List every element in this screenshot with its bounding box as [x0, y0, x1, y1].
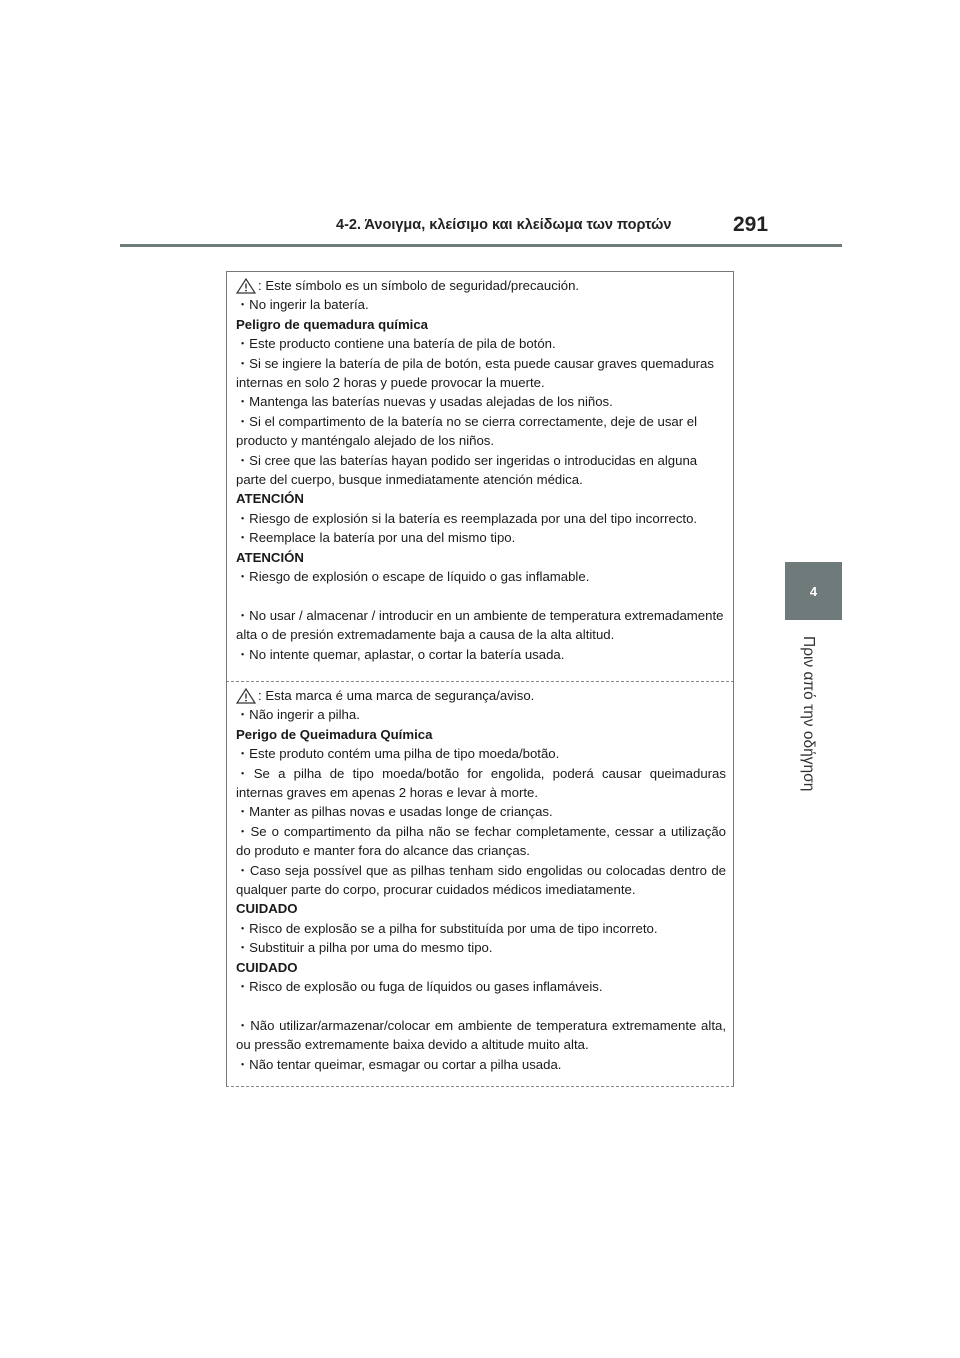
section-heading: Perigo de Queimadura Química: [236, 726, 433, 742]
bullet-item: ・Riesgo de explosión si la batería es reemplazada por una del tipo incorrecto.: [236, 510, 698, 526]
portuguese-lines: [236, 705, 726, 1074]
bullet-item: ・Se o compartimento da pilha não se fechar completamente, cessar a utilização do produto e manter fora do alcance das crianças.: [236, 823, 726, 859]
bullet-item: ・No ingerir la batería.: [236, 297, 369, 313]
section-heading: Peligro de quemadura química: [236, 316, 428, 332]
section-heading: CUIDADO: [236, 959, 298, 975]
bullet-item: ・Riesgo de explosión o escape de líquido o gas inflamable.: [236, 569, 590, 585]
spanish-warning-block: [226, 271, 734, 682]
warning-symbol-text: : Este símbolo es un símbolo de seguridad/precaución.: [258, 278, 580, 293]
bullet-item: ・Não ingerir a pilha.: [236, 707, 360, 723]
section-heading: ATENCIÓN: [236, 491, 304, 507]
warning-triangle-icon: [236, 278, 256, 294]
bullet-item: ・Não utilizar/armazenar/colocar em ambiente de temperatura extremamente alta, ou pressão extremamente baixa devido a altitude muito alta.: [236, 1017, 726, 1053]
section-title: 4-2. Άνοιγμα, κλείσιμο και κλείδωμα των πορτών: [336, 217, 672, 233]
bullet-item: ・No intente quemar, aplastar, o cortar la batería usada.: [236, 646, 565, 662]
bullet-item: ・Si el compartimento de la batería no se cierra correctamente, deje de usar el producto y manténgalo alejado de los niños.: [236, 413, 698, 449]
spanish-warning-symbol-line: [236, 276, 726, 295]
bullet-item: ・Se a pilha de tipo moeda/botão for engolida, poderá causar queimaduras internas graves em apenas 2 horas e levar à morte.: [236, 765, 726, 801]
warning-symbol-text: : Esta marca é uma marca de segurança/aviso.: [258, 688, 535, 703]
bullet-item: ・Este produto contém uma pilha de tipo moeda/botão.: [236, 746, 560, 762]
warning-triangle-icon: [236, 688, 256, 704]
bullet-item: ・Substituir a pilha por uma do mesmo tipo.: [236, 940, 493, 956]
bullet-item: ・Caso seja possível que as pilhas tenham sido engolidas ou colocadas dentro de qualquer parte do corpo, procurar cuidados médicos imediatamente.: [236, 862, 726, 898]
chapter-label: Πριν από την οδήγηση: [800, 636, 817, 792]
bullet-item: ・Este producto contiene una batería de pila de botón.: [236, 336, 556, 352]
bullet-item: ・Não tentar queimar, esmagar ou cortar a pilha usada.: [236, 1056, 562, 1072]
bullet-item: ・Risco de explosão ou fuga de líquidos ou gases inflamáveis.: [236, 979, 603, 995]
section-heading: ATENCIÓN: [236, 549, 304, 565]
portuguese-warning-symbol-line: [236, 686, 726, 705]
bullet-item: ・Mantenga las baterías nuevas y usadas alejadas de los niños.: [236, 394, 613, 410]
header-rule: [120, 244, 842, 247]
spanish-lines: [236, 295, 726, 664]
chapter-number: 4: [809, 583, 818, 599]
page-number: 291: [733, 213, 769, 236]
bullet-item: ・Si se ingiere la batería de pila de botón, esta puede causar graves quemaduras internas en solo 2 horas y puede provocar la muerte.: [236, 355, 714, 391]
bullet-item: ・Reemplace la batería por una del mismo tipo.: [236, 530, 516, 546]
blank-line: [236, 997, 726, 1016]
bullet-item: ・Si cree que las baterías hayan podido ser ingeridas o introducidas en alguna parte del cuerpo, busque inmediatamente atención médica.: [236, 452, 698, 488]
chapter-tab: [785, 562, 842, 620]
bullet-item: ・No usar / almacenar / introducir en un ambiente de temperatura extremadamente alta o de presión extremadamente baja a causa de la alta altitud.: [236, 607, 724, 643]
blank-line: [236, 587, 726, 606]
portuguese-warning-block: [226, 682, 734, 1087]
bullet-item: ・Manter as pilhas novas e usadas longe de crianças.: [236, 804, 553, 820]
section-heading: CUIDADO: [236, 901, 298, 917]
bullet-item: ・Risco de explosão se a pilha for substituída por uma de tipo incorreto.: [236, 920, 658, 936]
